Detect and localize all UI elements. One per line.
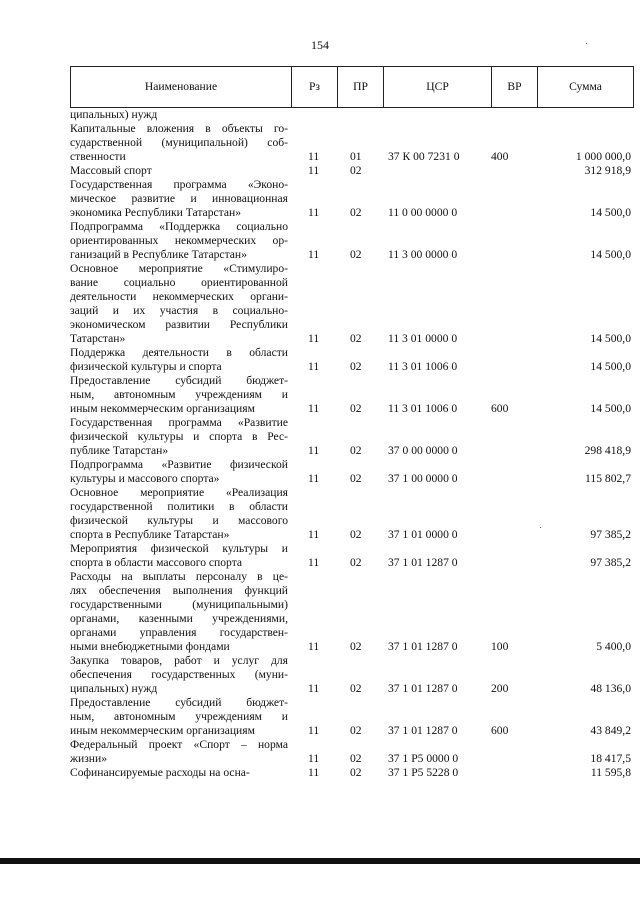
row-rz: 11 (308, 402, 320, 415)
row-name-line: физической культуры и спорта в Рес- (70, 430, 288, 443)
row-name-line: государственной политики в области (70, 500, 288, 513)
row-sum: 48 136,0 (590, 682, 631, 695)
row-rz: 11 (308, 640, 320, 653)
row-name-line: культуры и массового спорта» (70, 472, 220, 485)
row-name-line: мическое развитие и инновационная (70, 192, 288, 205)
header-rz: Рз (291, 67, 337, 107)
row-vr: 600 (491, 724, 509, 737)
row-name-line: Государственная программа «Развитие (70, 416, 288, 429)
row-name-line: обеспечения государственных (муни- (70, 668, 288, 681)
row-pr: 02 (350, 528, 362, 541)
row-name-line: физической культуры и спорта (70, 360, 222, 373)
row-pr: 02 (350, 164, 362, 177)
table-row (70, 374, 634, 416)
row-sum: 14 500,0 (590, 402, 631, 415)
table-row (70, 570, 634, 654)
row-name-line: лях обеспечения выполнения функций (70, 584, 288, 597)
row-sum: 97 385,2 (590, 528, 631, 541)
row-csr: 11 3 01 1006 0 (388, 402, 458, 415)
table-row (70, 178, 634, 220)
row-csr: 37 1 01 1287 0 (388, 724, 458, 737)
row-name-line: ными внебюджетными фондами (70, 640, 230, 653)
row-name-line: ципальных) нужд (70, 108, 158, 121)
row-sum: 5 400,0 (596, 640, 631, 653)
row-pr: 02 (350, 766, 362, 779)
row-name-line: спорта в области массового спорта (70, 556, 243, 569)
row-pr: 02 (350, 752, 362, 765)
table-row (70, 654, 634, 696)
table-row (70, 108, 634, 122)
row-name-line: ципальных) нужд (70, 682, 158, 695)
row-name-line: заций и их участия в социально- (70, 304, 288, 317)
row-name-line: Подпрограмма «Развитие физической (70, 458, 288, 471)
row-vr: 400 (491, 150, 509, 163)
row-vr: 200 (491, 682, 509, 695)
row-name-line: сударственной (муниципальной) соб- (70, 136, 288, 149)
row-name-line: физической культуры и массового (70, 514, 288, 527)
row-name (70, 220, 288, 262)
row-csr: 37 1 01 1287 0 (388, 640, 458, 653)
row-name-line: ориентированных некоммерческих ор- (70, 234, 288, 247)
row-name-line: вание социально ориентированной (70, 276, 288, 289)
row-rz: 11 (308, 724, 320, 737)
row-name-line: Расходы на выплаты персоналу в це- (70, 570, 288, 583)
row-name-line: Капитальные вложения в объекты го- (70, 122, 288, 135)
row-name-line: Предоставление субсидий бюджет- (70, 696, 288, 709)
scan-speck (540, 527, 541, 528)
row-csr: 37 К 00 7231 0 (388, 150, 460, 163)
row-name-line: Татарстан» (70, 332, 126, 345)
table-row (70, 164, 634, 178)
row-rz: 11 (308, 682, 320, 695)
row-name-line: экономическом развитии Республики (70, 318, 288, 331)
row-pr: 02 (350, 248, 362, 261)
row-rz: 11 (308, 248, 320, 261)
row-pr: 02 (350, 444, 362, 457)
table-row (70, 738, 634, 766)
table-row (70, 346, 634, 374)
row-rz: 11 (308, 752, 320, 765)
row-name-line: спорта в Республике Татарстан» (70, 528, 230, 541)
row-name-line: Предоставление субсидий бюджет- (70, 374, 288, 387)
row-rz: 11 (308, 556, 320, 569)
row-name-line: Поддержка деятельности в области (70, 346, 288, 359)
row-name (70, 654, 288, 696)
table-body (70, 108, 634, 780)
row-csr: 11 0 00 0000 0 (388, 206, 458, 219)
header-csr: ЦСР (383, 67, 491, 107)
row-pr: 02 (350, 640, 362, 653)
row-name-line: Мероприятия физической культуры и (70, 542, 288, 555)
row-pr: 02 (350, 360, 362, 373)
row-sum: 298 418,9 (584, 444, 631, 457)
row-name-line: ганизаций в Республике Татарстан» (70, 248, 247, 261)
row-sum: 312 918,9 (584, 164, 631, 177)
row-sum: 43 849,2 (590, 724, 631, 737)
row-csr: 11 3 00 0000 0 (388, 248, 458, 261)
header-vr: ВР (491, 67, 537, 107)
row-csr: 37 1 P5 5228 0 (388, 766, 459, 779)
row-name (70, 542, 288, 570)
table-row (70, 696, 634, 738)
header-name: Наименование (144, 80, 218, 93)
row-name (70, 416, 288, 458)
row-rz: 11 (308, 206, 320, 219)
table-row (70, 262, 634, 346)
row-name-line: государственными (муниципальными) (70, 598, 288, 611)
row-name-line: органами управления государствен- (70, 626, 288, 639)
row-name-line: публике Татарстан» (70, 444, 169, 457)
row-sum: 18 417,5 (590, 752, 631, 765)
row-sum: 115 802,7 (585, 472, 631, 485)
row-sum: 1 000 000,0 (575, 150, 631, 163)
header-pr: ПР (337, 67, 383, 107)
row-name-line: деятельности некоммерческих органи- (70, 290, 288, 303)
row-name-line: ным, автономным учреждениям и (70, 710, 288, 723)
scan-speck (586, 43, 587, 44)
row-csr: 37 1 01 1287 0 (388, 556, 458, 569)
row-name-line: ственности (70, 150, 126, 163)
table-row (70, 458, 634, 486)
row-name (70, 346, 288, 374)
row-sum: 14 500,0 (590, 360, 631, 373)
row-rz: 11 (308, 150, 320, 163)
row-name (70, 696, 288, 738)
row-rz: 11 (308, 444, 320, 457)
row-name-line: Массовый спорт (70, 164, 152, 177)
row-csr: 37 1 01 0000 0 (388, 528, 458, 541)
row-name-line: Закупка товаров, работ и услуг для (70, 654, 288, 667)
row-csr: 11 3 01 0000 0 (388, 332, 458, 345)
table-row (70, 416, 634, 458)
row-name (70, 738, 288, 766)
row-name-line: ным, автономным учреждениям и (70, 388, 288, 401)
row-name (70, 122, 288, 164)
row-name (70, 458, 288, 486)
row-name-line: органами, казенными учреждениями, (70, 612, 288, 625)
page-number: 154 (311, 38, 329, 52)
row-name (70, 486, 288, 542)
row-name (70, 164, 288, 178)
table-row (70, 766, 634, 780)
row-csr: 11 3 01 1006 0 (388, 360, 458, 373)
row-name (70, 262, 288, 346)
row-rz: 11 (308, 528, 320, 541)
row-name (70, 570, 288, 654)
row-pr: 02 (350, 724, 362, 737)
row-pr: 01 (350, 150, 362, 163)
row-name-line: Основное мероприятие «Реализация (70, 486, 288, 499)
row-name-line: Софинансируемые расходы на осна- (70, 766, 250, 779)
row-name (70, 178, 288, 220)
row-name-line: иным некоммерческим организациям (70, 402, 255, 415)
row-pr: 02 (350, 472, 362, 485)
row-rz: 11 (308, 164, 320, 177)
row-sum: 11 595,8 (590, 766, 631, 779)
row-csr: 37 1 P5 0000 0 (388, 752, 459, 765)
row-sum: 14 500,0 (590, 332, 631, 345)
row-name-line: Основное мероприятие «Стимулиро- (70, 262, 288, 275)
row-name (70, 374, 288, 416)
row-name-line: Государственная программа «Эконо- (70, 178, 288, 191)
row-csr: 37 1 00 0000 0 (388, 472, 458, 485)
row-csr: 37 0 00 0000 0 (388, 444, 458, 457)
row-csr: 37 1 01 1287 0 (388, 682, 458, 695)
row-vr: 100 (491, 640, 509, 653)
row-name-line: экономика Республики Татарстан» (70, 206, 241, 219)
row-sum: 14 500,0 (590, 206, 631, 219)
row-name-line: иным некоммерческим организациям (70, 724, 255, 737)
page-bottom-border (0, 858, 640, 864)
table-row (70, 542, 634, 570)
row-pr: 02 (350, 556, 362, 569)
row-pr: 02 (350, 402, 362, 415)
row-name (70, 766, 288, 780)
row-vr: 600 (491, 402, 509, 415)
row-name-line: жизни» (70, 752, 108, 765)
row-pr: 02 (350, 332, 362, 345)
table-header (70, 66, 634, 108)
row-sum: 97 385,2 (590, 556, 631, 569)
header-sum: Сумма (537, 67, 633, 107)
row-pr: 02 (350, 206, 362, 219)
row-pr: 02 (350, 682, 362, 695)
row-rz: 11 (308, 360, 320, 373)
row-name-line: Подпрограмма «Поддержка социально (70, 220, 288, 233)
row-sum: 14 500,0 (590, 248, 631, 261)
row-rz: 11 (308, 766, 320, 779)
row-name (70, 108, 288, 122)
row-rz: 11 (308, 472, 320, 485)
table-row (70, 220, 634, 262)
table-row (70, 486, 634, 542)
row-name-line: Федеральный проект «Спорт – норма (70, 738, 288, 751)
row-rz: 11 (308, 332, 320, 345)
table-row (70, 122, 634, 164)
